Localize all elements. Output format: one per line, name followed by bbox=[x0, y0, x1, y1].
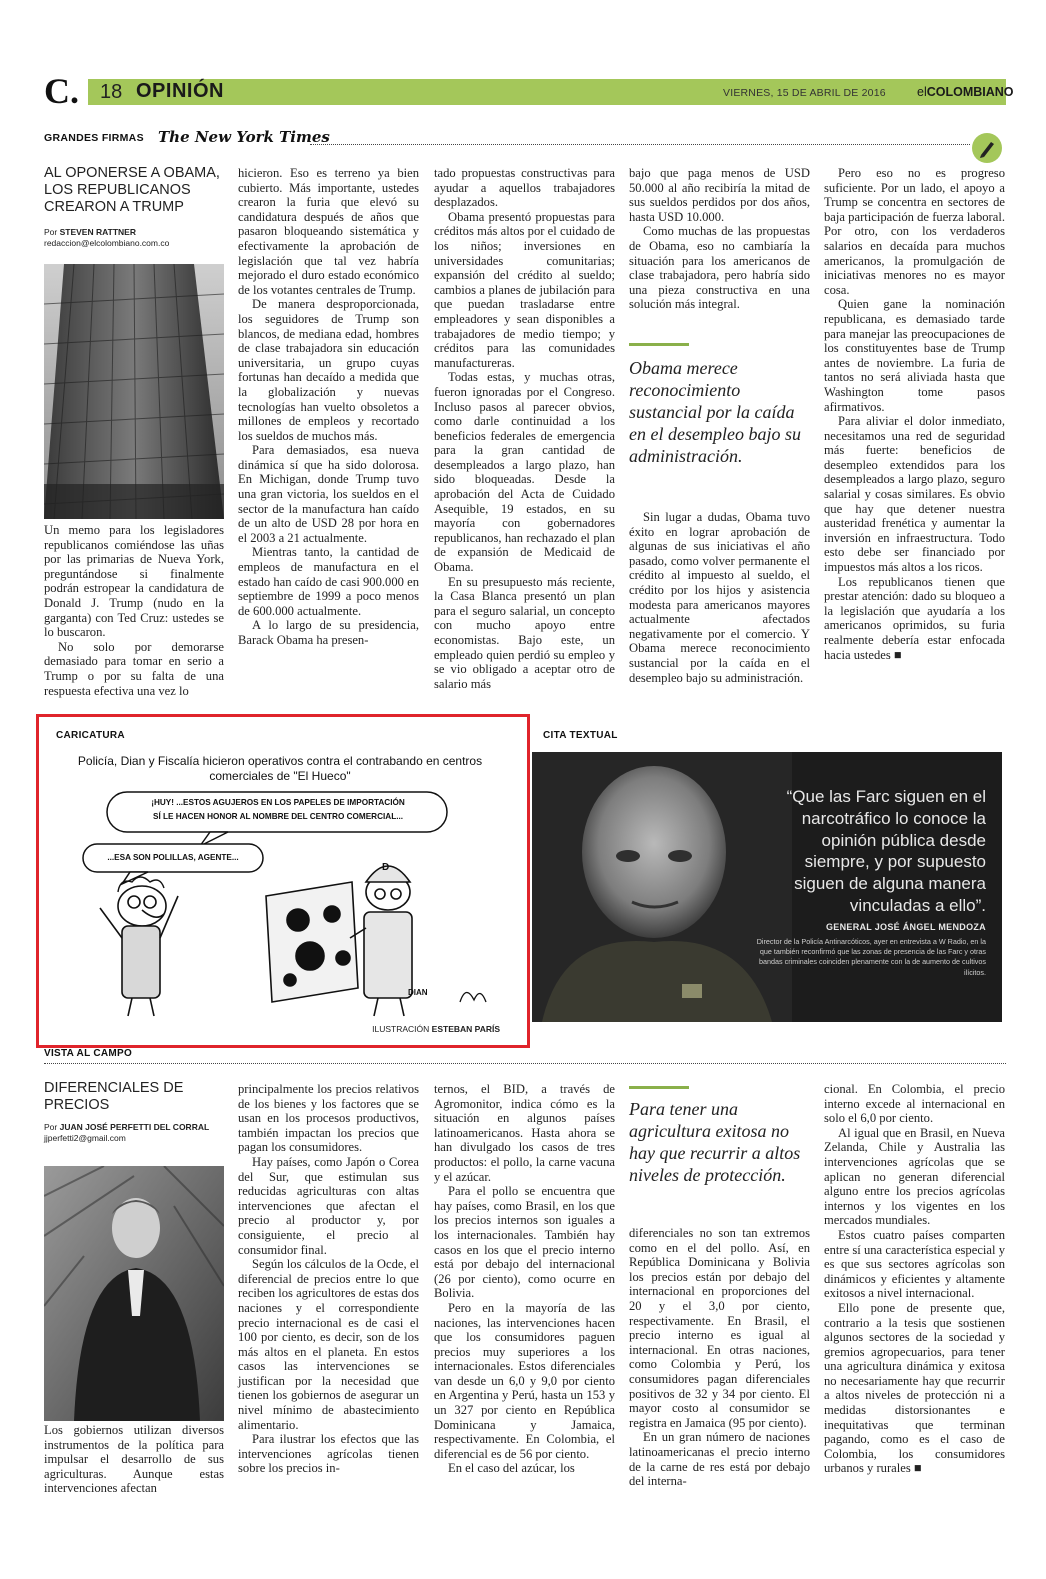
paragraph: En un gran número de naciones latinoamericanas el precio interno de la carne de res está por debajo del interna- bbox=[629, 1430, 810, 1489]
firms-divider bbox=[310, 144, 970, 145]
brand bbox=[917, 85, 1014, 99]
cita-quote: “Que las Farc siguen en el narcotráfico lo conoce la opinión pública desde siempre, y por supuesto siguen de alguna manera vinculadas a ello”. bbox=[786, 787, 986, 915]
caricatura-label: CARICATURA bbox=[56, 730, 125, 741]
paragraph: No solo por demorarse demasiado para tomar en serio a Trump o por su falta de una respuesta efectiva una vez lo bbox=[44, 639, 224, 698]
paragraph: Para ilustrar los efectos que las intervenciones agrícolas tienen sobre los precios in- bbox=[238, 1432, 419, 1476]
paragraph: Según los cálculos de la Ocde, el diferencial de precios entre lo que reciben los agricultores de estas dos naciones y el correspondiente precio internacional es de casi el 100 por ciento, es decir, son de los más altos en el planeta. En estos casos las intervenciones se justifican por la necesidad que tienen los gobiernos de asegurar un nivel mínimo de abastecimiento alimentario. bbox=[238, 1257, 419, 1432]
cita-panel bbox=[532, 752, 1002, 1022]
pull-quote-rule bbox=[629, 1086, 689, 1089]
pen-icon bbox=[972, 133, 1002, 163]
article1-col5 bbox=[824, 166, 1005, 662]
paragraph: Obama presentó propuestas para créditos más altos por el cuidado de los niños; inversiones en universidades comunitarias; expansión del crédito al sueldo; cambios a planes de jubilación para que puedan trasladarse entre empleadores y sean disponibles a trabajadores de medio tiempo; y créditos para las comunidades manufactureras. bbox=[434, 209, 615, 370]
paragraph: Mientras tanto, la cantidad de empleos de manufactura en el estado han caído de casi 900.000 en septiembre de 1999 a poco menos de 600.000 actualmente. bbox=[238, 545, 419, 618]
author-name: JUAN JOSÉ PERFETTI DEL CORRAL bbox=[59, 1122, 210, 1132]
credit-prefix: ILUSTRACIÓN bbox=[372, 1024, 430, 1034]
vista-col5 bbox=[824, 1082, 1005, 1476]
bubble-1-line-1: ¡HUY! ...ESTOS AGUJEROS EN LOS PAPELES DE IMPORTACIÓN bbox=[151, 798, 405, 807]
author-email: jjperfetti2@gmail.com bbox=[44, 1133, 126, 1143]
vista-col3 bbox=[434, 1082, 615, 1476]
article1-pull-quote: Obama merece reconocimiento sustancial por la caída en el desempleo bajo su administración. bbox=[629, 358, 801, 466]
caricatura-title: Policía, Dian y Fiscalía hicieron operativos contra el contrabando en centros comerciales de "El Hueco" bbox=[77, 754, 483, 783]
article1-col3 bbox=[434, 166, 615, 691]
vista-byline bbox=[44, 1122, 234, 1144]
paragraph: Para el pollo se encuentra que hay países, como Brasil, en los que los precios internos son iguales a los internacionales. También hay casos en los que el precio interno está por debajo del internacional (26 por ciento), como ocurre en Bolivia. bbox=[434, 1184, 615, 1301]
paragraph: diferenciales no son tan extremos como en el del pollo. Así, en República Dominicana y Bolivia los precios están por debajo del internacional en proporciones del 20 y el 3,0 por ciento, respectivamente. En Brasil, el precio interno es igual al internacional. En otras naciones, como Colombia y Perú, los consumidores pagan diferenciales positivos de 32 y 34 por ciento. El mayor costo al consumidor se registra en Jamaica (95 por ciento). bbox=[629, 1226, 810, 1430]
article1-col4-top bbox=[629, 166, 810, 312]
author-name: STEVEN RATTNER bbox=[59, 227, 136, 237]
paragraph: En el caso del azúcar, los bbox=[448, 1461, 575, 1476]
brand-name: COLOMBIANO bbox=[926, 85, 1014, 99]
paragraph: Como muchas de las propuestas de Obama, eso no cambiaría la situación para los americanos de clase trabajadora, pero habría sido una pieza constructiva en una solución más integral. bbox=[629, 224, 810, 312]
author-photo-building bbox=[44, 264, 224, 519]
paragraph: Al igual que en Brasil, en Nueva Zelanda, Chile y Australia las intervenciones agrícolas que se aplican no generan diferencial alguno entre los precios agrícolas internos y los vigentes en los mercados mundiales. bbox=[824, 1125, 1005, 1228]
cartoon-illustration bbox=[60, 788, 500, 1018]
cita-label: CITA TEXTUAL bbox=[543, 730, 618, 741]
vista-divider bbox=[44, 1063, 1006, 1064]
paragraph: Quien gane la nominación republicana, es demasiado tarde para manejar las preocupaciones de los constituyentes base de Trump antes de noviembre. La furia de tantos no será aliviada hasta que Washington tome pasos afirmativos. bbox=[824, 297, 1005, 414]
section-title: OPINIÓN bbox=[136, 80, 224, 102]
paragraph: De manera desproporcionada, los seguidores de Trump son blancos, de mediana edad, hombres de clase trabajadora sin educación universitaria, un grupo cuyas fortunas han decaído a medida que la globalización y nuevas tecnologías han vuelto obsoletos a millones de empleos y recortado los sueldos de muchos más. bbox=[238, 297, 419, 443]
shirt-text: DIAN bbox=[408, 988, 428, 997]
vista-label: VISTA AL CAMPO bbox=[44, 1048, 133, 1059]
brand-el: el bbox=[917, 85, 927, 99]
paragraph: Hay países, como Japón o Corea del Sur, que estimulan sus reducidas agriculturas con altas intervenciones que afectan el precio al productor y, por consiguiente, el precio al consumidor final. bbox=[238, 1154, 419, 1257]
vista-col2 bbox=[238, 1082, 419, 1476]
pull-quote-rule bbox=[629, 343, 689, 346]
article1-col4-bottom bbox=[629, 510, 810, 685]
paragraph: principalmente los precios relativos de los bienes y los factores que se usan en los procesos productivos, también impactan los precios que pagan los consumidores. bbox=[238, 1082, 419, 1155]
paragraph: Pero en la mayoría de las naciones, las intervenciones hacen que los consumidores paguen precios muy superiores a los internacionales. Estos diferenciales van desde un 6,0 y 9,0 por ciento en Argentina y Perú, hasta un 153 y un 327 por ciento en República Dominicana y Jamaica, respectivamente. En Colombia, el diferencial es de 56 por ciento. bbox=[434, 1300, 615, 1461]
paragraph: ternos, el BID, a través de Agromonitor, indica cómo es la situación en algunos países latinoamericanos. Hasta ahora se han divulgado los casos de tres productos: el pollo, la carne vacuna y el azúcar. bbox=[434, 1082, 615, 1184]
paragraph: Los republicanos tienen que prestar atención: dado su bloqueo a la legislación que ayudaría a los americanos oprimidos, su furia realmente debería estar enfocada hacia ustedes ■ bbox=[824, 574, 1005, 662]
paragraph: hicieron. Eso es terreno ya bien cubierto. Más importante, ustedes crearon la furia que elevó su candidatura después de años que pasaron bloqueando sistemática y efectivamente la aprobación de legislación que tal vez habría mejorado el duro estado económico de los votantes centrales de Trump. bbox=[238, 166, 419, 297]
page-number: 18 bbox=[100, 81, 123, 103]
paragraph: Todas estas, y muchas otras, fueron ignoradas por el Congreso. Incluso pasos al parecer obvios, como darle continuidad a los beneficios federales de emergencia para la gran cantidad de desempleados a largo plazo, han sido bloqueadas. Desde la aprobación del Acta de Cuidado Asequible, 19 estados, en su mayoría con gobernadores republicanos, han rechazado el plan de expansión de Medicaid de Obama. bbox=[434, 370, 615, 575]
cartoon-credit bbox=[300, 1024, 500, 1034]
vista-col4 bbox=[629, 1226, 810, 1489]
article1-col1 bbox=[44, 523, 224, 698]
credit-name: ESTEBAN PARÍS bbox=[431, 1024, 500, 1034]
paragraph: bajo que paga menos de USD 50.000 al año recibiría la mitad de sus sueldos perdidos por dos años, hasta USD 10.000. bbox=[629, 166, 810, 224]
paragraph: Sin lugar a dudas, Obama tuvo éxito en lograr aprobación de algunas de sus iniciativas el año pasado, como volver permanente el crédito al impuesto al sueldo, el crédito por los hijos y asistencia modesta para americanos mayores actualmente afectados negativamente por el comercio. Y Obama merece reconocimiento sustancial por la caída en el desempleo bajo su administración. bbox=[629, 510, 810, 685]
article1-col2 bbox=[238, 166, 419, 648]
vista-pull-quote: Para tener una agricultura exitosa no hay que recurrir a altos niveles de protección. bbox=[629, 1099, 801, 1185]
paragraph: Un memo para los legisladores republicanos comiéndose las uñas por las primarias de Nueva York, preguntándose si finalmente podrán estropear la candidatura de Donald J. Trump (nudo en la garganta) con Ted Cruz: ustedes se lo buscaron. bbox=[44, 523, 224, 640]
byline-prefix: Por bbox=[44, 1122, 58, 1132]
bubble-1-line-2: SÍ LE HACEN HONOR AL NOMBRE DEL CENTRO COMERCIAL... bbox=[152, 812, 404, 821]
paragraph: Estos cuatro países comparten entre sí una característica especial y es que sus sectores agrícolas son dinámicos y eficientes y altamente exitosos a nivel internacional. bbox=[824, 1227, 1005, 1301]
paragraph: A lo largo de su presidencia, Barack Obama ha presen- bbox=[238, 618, 419, 647]
page-header bbox=[44, 71, 1014, 111]
cita-name: GENERAL JOSÉ ÁNGEL MENDOZA bbox=[826, 922, 986, 932]
author-photo-man bbox=[44, 1166, 224, 1421]
byline-prefix: Por bbox=[44, 227, 58, 237]
paragraph: En su presupuesto más reciente, la Casa Blanca presentó un plan para el seguro salarial, un concepto con mucho apoyo entre economistas. Bajo este, un empleado quien perdió su empleo y se vio obligado a aceptar otro de salario más bbox=[434, 574, 615, 691]
article1-headline: AL OPONERSE A OBAMA, LOS REPUBLICANOS CREARON A TRUMP bbox=[44, 165, 220, 215]
cita-description: Director de la Policía Antinarcóticos, ayer en entrevista a W Radio, en la que también reconfirmó que las zonas de presencia de las Farc y otras bandas criminales coinciden plenamente con la de aumento de cultivos ilícitos. bbox=[756, 937, 986, 977]
author-email: redaccion@elcolombiano.com.co bbox=[44, 238, 170, 248]
paragraph: Los gobiernos utilizan diversos instrumentos de la política para impulsar el desarrollo de sus agriculturas. Aunque estas intervenciones afectan bbox=[44, 1423, 224, 1496]
firms-label: GRANDES FIRMAS bbox=[44, 132, 144, 144]
vista-headline: DIFERENCIALES DE PRECIOS bbox=[44, 1080, 184, 1113]
vista-col1 bbox=[44, 1423, 224, 1496]
paragraph: Ello pone de presente que, contrario a la tesis que sostienen algunos sectores de la sociedad y gremios agropecuarios, para tener una agricultura dinámica y exitosa no necesariamente hay que recurrir a altos niveles de protección ni a medidas distorsionantes e inequitativas que terminan pagando, como es el caso de Colombia, los consumidores urbanos y rurales ■ bbox=[824, 1300, 1005, 1476]
paragraph: tado propuestas constructivas para ayudar a aquellos trabajadores desplazados. bbox=[434, 166, 615, 210]
paragraph: Para demasiados, esa nueva dinámica sí que ha sido dolorosa. En Michigan, donde Trump tuvo una gran victoria, los sueldos en el sector de la manufactura han caído de un alto de USD 28 por hora en el 2003 a 21 actualmente. bbox=[238, 443, 419, 545]
header-date: VIERNES, 15 DE ABRIL DE 2016 bbox=[723, 87, 886, 99]
cap-letter: D bbox=[382, 862, 390, 873]
paragraph: cional. En Colombia, el precio interno excede al internacional en solo el 6,0 por ciento. bbox=[824, 1082, 1005, 1126]
bubble-2: ...ESA SON POLILLAS, AGENTE... bbox=[107, 853, 239, 862]
paragraph: Para aliviar el dolor inmediato, necesitamos una red de seguridad más fuerte: beneficios de desempleo extendidos para los desempleados a largo plazo, seguro salarial y cosas similares. Es obvio que hay que detener nuestra austeridad frenética y aumentar la inversión en infraestructura. Todo esto debe ser financiado por impuestos más altos a los ricos. bbox=[824, 414, 1005, 575]
logo: C. bbox=[44, 71, 79, 111]
article1-byline bbox=[44, 227, 229, 249]
paragraph: Pero eso no es progreso suficiente. Por un lado, el apoyo a Trump se concentra en sectores de baja participación de fuerza laboral. Por otro, con los verdaderos salarios en decaída para muchos americanos, la promulgación de iniciativas menores no es mayor cosa. bbox=[824, 166, 1005, 297]
nyt-masthead: The New York Times bbox=[158, 128, 330, 146]
